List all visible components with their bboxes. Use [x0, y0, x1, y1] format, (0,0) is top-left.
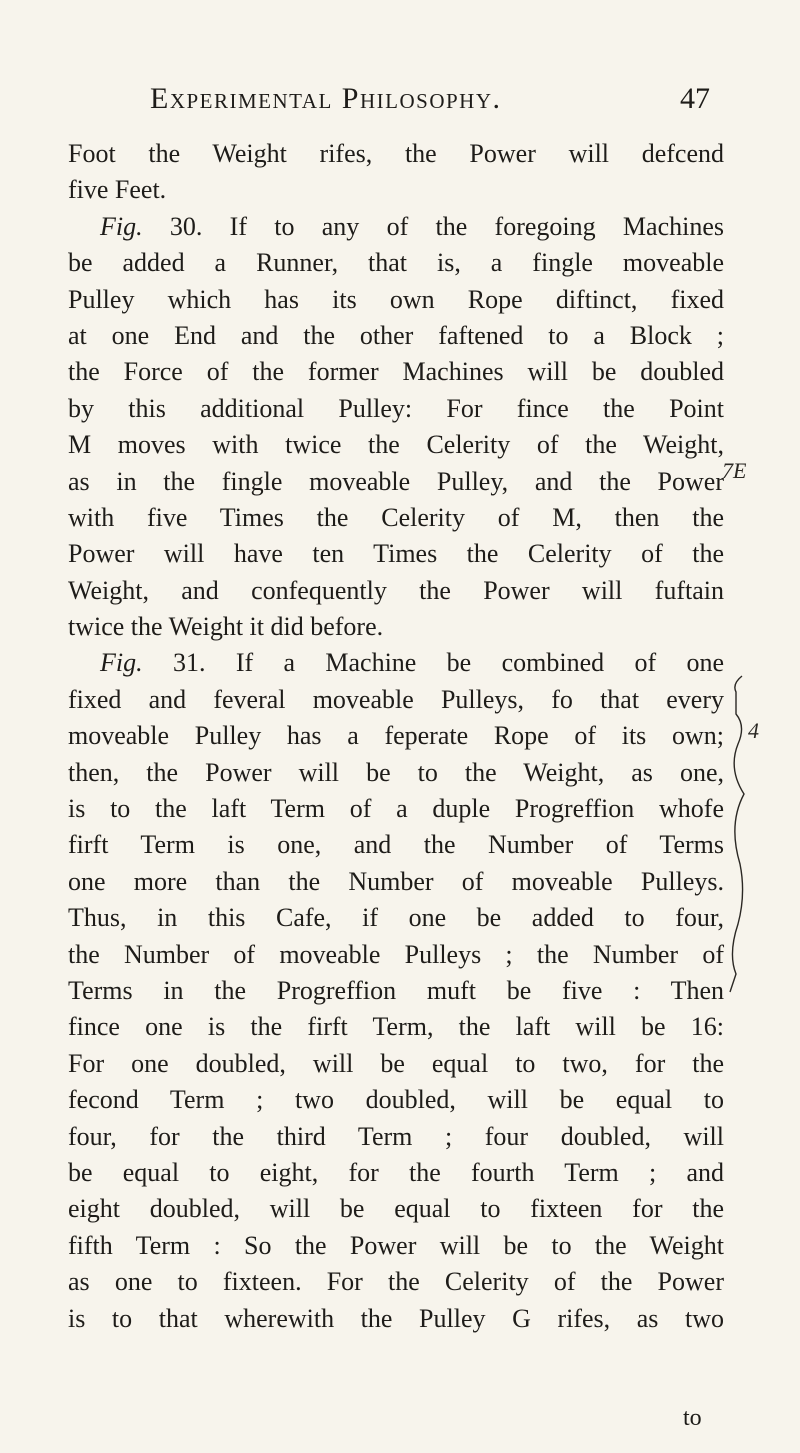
fig-30-label: Fig.: [100, 211, 143, 241]
text-line: then, the Power will be to the Weight, as one,: [68, 757, 724, 787]
text-line: the Force of the former Machines will be doubled: [68, 357, 724, 387]
text-line: For one doubled, will be equal to two, for the: [68, 1048, 724, 1078]
text-line: is to that wherewith the Pulley G rifes, as two: [68, 1303, 724, 1333]
text-line: four, for the third Term ; four doubled, will: [68, 1121, 724, 1151]
text-line: M moves with twice the Celerity of the Weight,: [68, 430, 724, 460]
text-line: as one to fixteen. For the Celerity of the Power: [68, 1267, 724, 1297]
text-line: fecond Term ; two doubled, will be equal to: [68, 1085, 724, 1115]
margin-note-fig-31: 4: [748, 718, 759, 743]
text-line: the Number of moveable Pulleys ; the Number of: [68, 939, 724, 969]
page-number: 47: [680, 82, 710, 115]
text-line: fixed and feveral moveable Pulleys, fo that every: [68, 684, 724, 714]
fig-31-text: 31. If a Machine be combined of one: [172, 648, 724, 678]
text-line: Pulley which has its own Rope diftinct, fixed: [68, 284, 724, 314]
text-line: moveable Pulley has a feperate Rope of its own;: [68, 721, 724, 751]
text-line: be added a Runner, that is, a fingle moveable: [68, 248, 724, 278]
text-line: Power will have ten Times the Celerity of the: [68, 539, 724, 569]
running-title: Experimental Philosophy.: [150, 82, 502, 115]
running-head: [150, 82, 710, 122]
text-line: Foot the Weight rifes, the Power will defcend: [68, 139, 724, 168]
text-line: fince one is the firft Term, the laft will be 16:: [68, 1012, 724, 1042]
catchword: to: [683, 1405, 702, 1431]
text-line: with five Times the Celerity of M, then the: [68, 502, 724, 532]
text-line: is to the laft Term of a duple Progreffion whofe: [68, 794, 724, 824]
text-line: one more than the Number of moveable Pulleys.: [68, 866, 724, 896]
text-line: Weight, and confequently the Power will fuftain: [68, 575, 724, 605]
text-line-fig-30: [68, 209, 724, 245]
text-line: at one End and the other faftened to a Block ;: [68, 320, 724, 350]
text-line: eight doubled, will be equal to fixteen for the: [68, 1194, 724, 1224]
text-line: as in the fingle moveable Pulley, and the Power: [68, 466, 724, 496]
margin-note-fig-30: 7E: [722, 458, 747, 483]
text-line-fig-31: [68, 645, 724, 681]
text-line: Terms in the Progreffion muft be five : Then: [68, 975, 724, 1005]
text-line: twice the Weight it did before.: [68, 612, 384, 642]
text-line: be equal to eight, for the fourth Term ; and: [68, 1157, 724, 1187]
fig-30-text: 30. If to any of the foregoing Machines: [169, 211, 724, 241]
text-line: by this additional Pulley: For fince the Point: [68, 393, 724, 423]
text-line: firft Term is one, and the Number of Terms: [68, 830, 724, 860]
text-line: five Feet.: [68, 175, 167, 205]
body-text: [68, 136, 724, 1337]
fig-31-label: Fig.: [100, 648, 143, 678]
text-line: Thus, in this Cafe, if one be added to four,: [68, 903, 724, 933]
text-line: fifth Term : So the Power will be to the Weight: [68, 1230, 724, 1260]
